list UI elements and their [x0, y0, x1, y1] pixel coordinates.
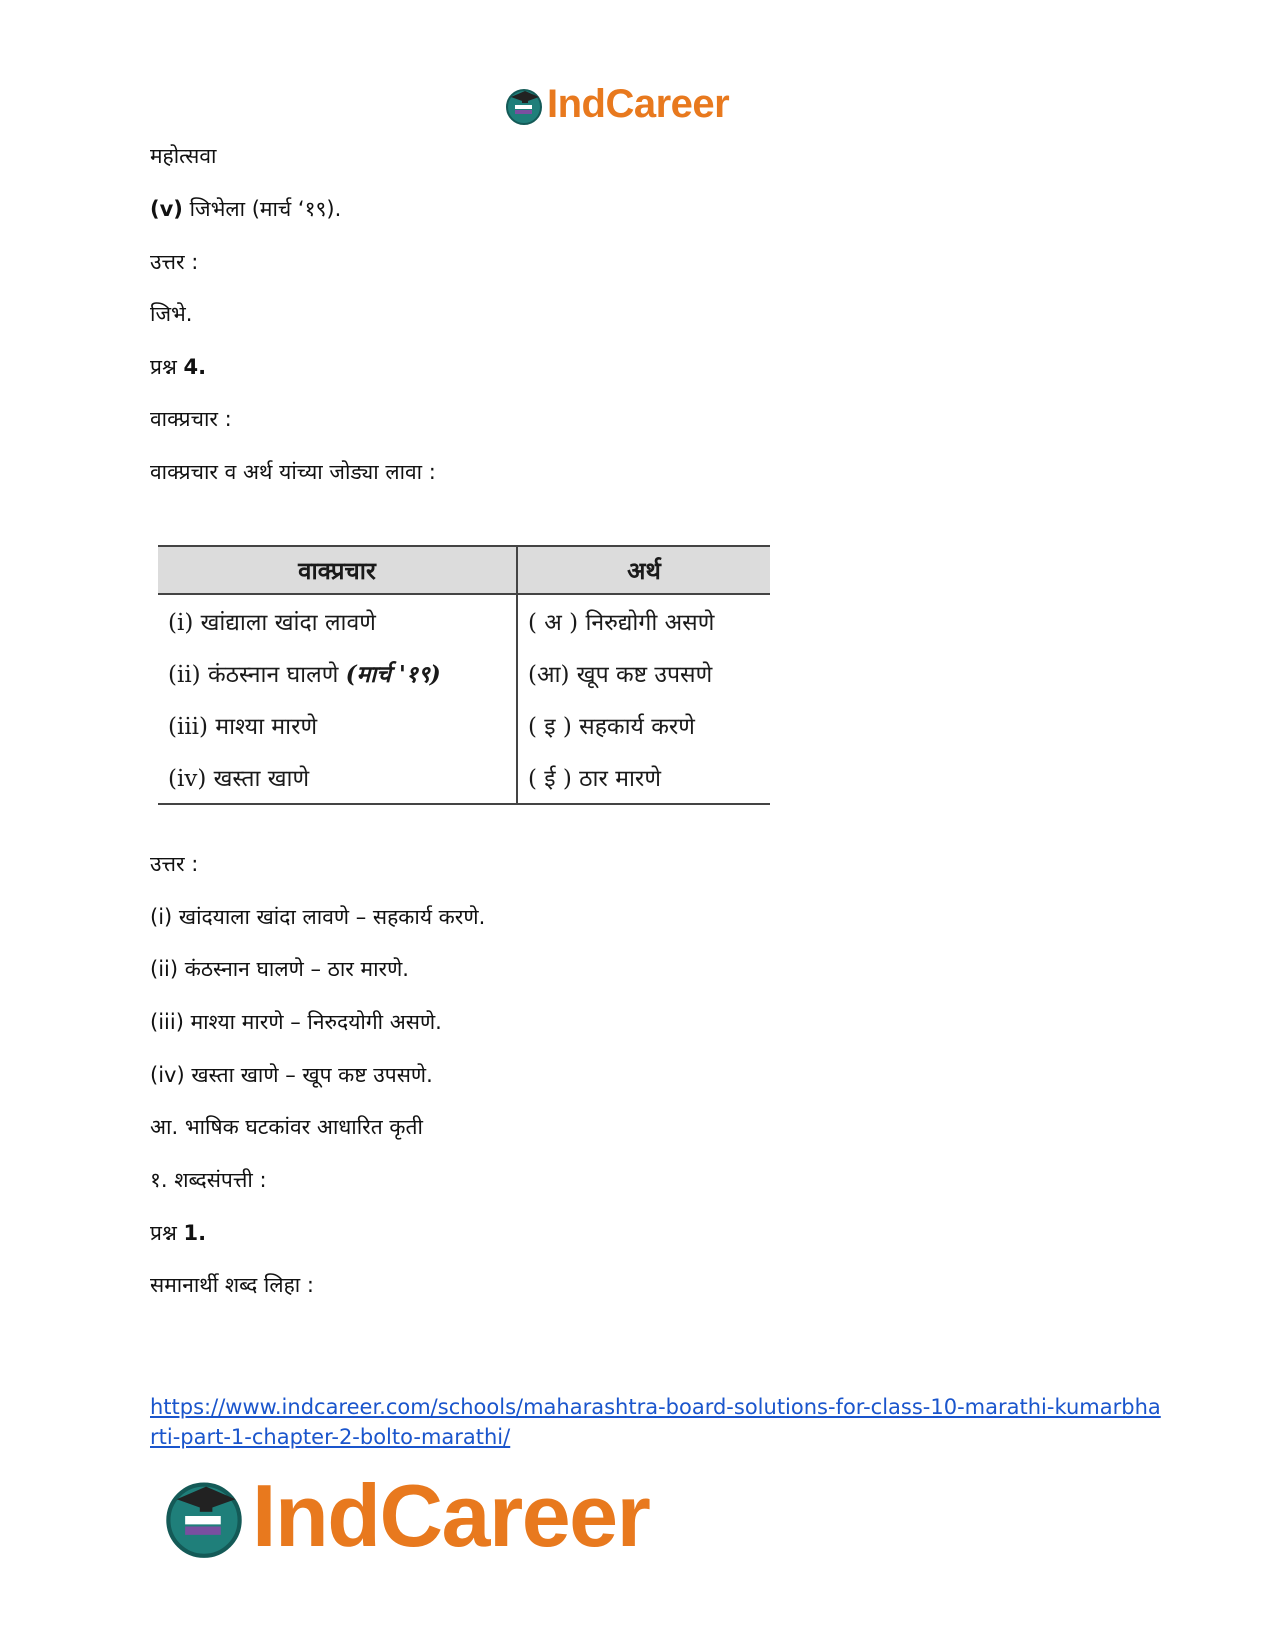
graduation-globe-icon	[160, 1472, 248, 1560]
table-cell-phrase	[158, 647, 517, 699]
answer-text: जिभे.	[150, 302, 193, 326]
source-link[interactable]	[150, 1392, 1161, 1452]
table-row	[158, 594, 770, 647]
table-cell-meaning: ( अ ) निरुद्योगी असणे	[528, 610, 715, 636]
table-row	[158, 699, 770, 751]
question-heading	[150, 353, 206, 381]
question-heading	[150, 1219, 206, 1247]
answer-line: (ii) कंठस्नान घालणे – ठार मारणे.	[150, 957, 409, 981]
answer-line: (iv) खस्ता खाणे – खूप कष्ट उपसणे.	[150, 1063, 433, 1087]
question-number: 1.	[183, 1221, 207, 1245]
graduation-globe-icon	[503, 84, 545, 126]
subsection-heading: १. शब्दसंपत्ती :	[150, 1168, 267, 1192]
answer-label: उत्तर :	[150, 852, 199, 876]
source-link-line2[interactable]: rti-part-1-chapter-2-bolto-marathi/	[150, 1425, 511, 1449]
matching-table	[158, 545, 770, 805]
phrase-note: (मार्च '१९)	[345, 661, 441, 688]
answer-line: (iii) माश्या मारणे – निरुदयोगी असणे.	[150, 1010, 442, 1034]
instruction-text: समानार्थी शब्द लिहा :	[150, 1273, 314, 1297]
instruction-text: वाक्प्रचार व अर्थ यांच्या जोड्या लावा :	[150, 460, 436, 484]
answer-label: उत्तर :	[150, 250, 199, 274]
section-heading: आ. भाषिक घटकांवर आधारित कृती	[150, 1115, 423, 1139]
indcareer-logo-large	[160, 1465, 649, 1567]
source-link-line1[interactable]: https://www.indcareer.com/schools/maharashtra-board-solutions-for-class-10-marathi-kumarbha	[150, 1395, 1161, 1419]
text-mahotsava: महोत्सवा	[150, 144, 217, 168]
table-row	[158, 647, 770, 699]
table-cell-phrase: (iii) माश्या मारणे	[158, 699, 517, 751]
question-number: 4.	[183, 355, 207, 379]
question-label: (v)	[150, 197, 183, 221]
table-cell-phrase: (i) खांद्याला खांदा लावणे	[158, 594, 517, 647]
indcareer-logo	[503, 82, 729, 127]
question-v	[150, 195, 341, 223]
phrase-text: (ii) कंठस्नान घालणे	[168, 662, 339, 688]
table-header-meaning: अर्थ	[517, 546, 770, 594]
table-header-phrase: वाक्प्रचार	[158, 546, 517, 594]
table-cell-meaning: ( ई ) ठार मारणे	[517, 751, 770, 804]
answer-line: (i) खांदयाला खांदा लावणे – सहकार्य करणे.	[150, 905, 486, 929]
logo-wordmark: IndCareer	[252, 1466, 650, 1565]
section-heading: वाक्प्रचार :	[150, 407, 232, 431]
table-cell-phrase: (iv) खस्ता खाणे	[158, 751, 517, 804]
table-cell-meaning: ( इ ) सहकार्य करणे	[528, 714, 695, 740]
logo-wordmark: IndCareer	[547, 82, 730, 126]
prashna-word: प्रश्न	[150, 1221, 177, 1245]
table-row	[158, 751, 770, 804]
matching-table-image	[158, 545, 770, 807]
prashna-word: प्रश्न	[150, 355, 177, 379]
question-text: जिभेला (मार्च ‘१९).	[189, 197, 342, 221]
table-cell-meaning: (आ) खूप कष्ट उपसणे	[528, 662, 713, 688]
